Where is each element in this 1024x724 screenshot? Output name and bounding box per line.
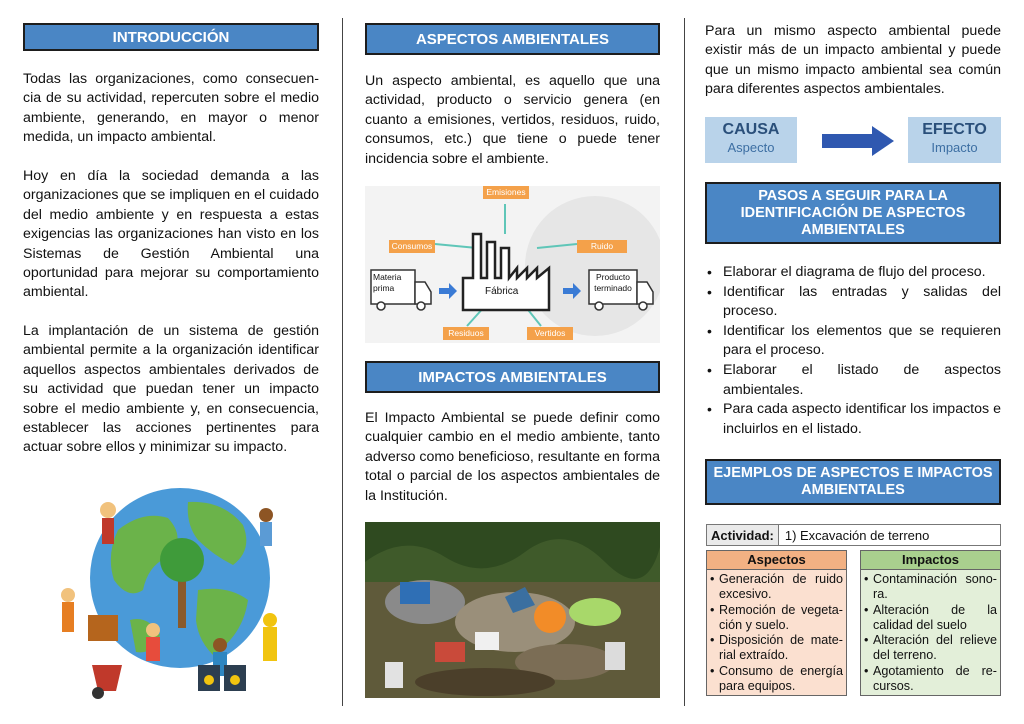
actividad-label: Actividad:: [707, 525, 779, 545]
efecto-box: [908, 117, 1001, 163]
aspecto-item: • Remoción de vegeta-ción y suelo.: [710, 603, 843, 634]
actividad-value: 1) Excavación de terreno: [784, 527, 930, 543]
efecto-sub: Impacto: [931, 140, 978, 155]
tag-consumos: Consumos: [389, 240, 435, 253]
tag-ruido: Ruido: [577, 240, 627, 253]
step-item: • Identificar las entradas y salidas del proceso.: [705, 283, 1001, 322]
label-fabrica: Fábrica: [485, 286, 519, 297]
intro-paragraph-2: Hoy en día la sociedad demanda a las organizaciones que se impliquen en el cuidado del medio ambiente y en respuesta a estas exigencias las organizaciones han visto en los Sistemas de Gestión Ambiental una oportunidad para mejorar su comportamiento ambiental.: [23, 168, 319, 301]
impacto-item: • Agotamiento de re-cursos.: [864, 664, 997, 695]
intro-paragraph-1: Todas las organizaciones, como consecuen-cia de su actividad, repercuten sobre el medio ambiente, generando, en mayor o menor medida, un impacto ambiental.: [23, 71, 319, 146]
aspectos-column: [706, 550, 847, 696]
aspecto-item: • Consumo de energía para equipos.: [710, 664, 843, 695]
impactos-header: Impactos: [861, 551, 1000, 570]
label-materia-prima: Materia prima: [373, 272, 402, 293]
process-diagram-drawing: [365, 186, 660, 343]
column-divider-left: [342, 18, 343, 706]
efecto-title: EFECTO: [922, 121, 987, 138]
aspecto-item: • Disposición de mate-rial extraído.: [710, 633, 843, 664]
pasos-heading: PASOS A SEGUIR PARA LA IDENTIFICACIÓN DE ASPECTOS AMBIENTALES: [705, 182, 1001, 244]
relacion-paragraph: Para un mismo aspecto ambiental puede existir más de un impacto ambiental y puede que un mismo impacto ambiental sea común para diferentes aspectos ambientales.: [705, 23, 1001, 98]
causa-sub: Aspecto: [727, 140, 775, 155]
tag-emisiones: Emisiones: [483, 186, 529, 199]
waste-photo: [365, 522, 660, 698]
impacto-item: • Contaminación sono-ra.: [864, 572, 997, 603]
tag-residuos: Residuos: [443, 327, 489, 340]
aspectos-heading: ASPECTOS AMBIENTALES: [365, 23, 660, 55]
impactos-column: [860, 550, 1001, 696]
causa-title: CAUSA: [722, 121, 780, 138]
intro-heading: INTRODUCCIÓN: [23, 23, 319, 51]
label-producto-terminado: Producto terminado: [594, 272, 632, 293]
tag-vertidos: Vertidos: [527, 327, 573, 340]
step-item: • Para cada aspecto identificar los impactos e incluirlos en el listado.: [705, 400, 1001, 439]
step-item: • Elaborar el diagrama de flujo del proceso.: [705, 263, 1001, 283]
earth-people-illustration: [48, 470, 308, 705]
impactos-paragraph: El Impacto Ambiental se puede definir como cualquier cambio en el medio ambiente, tanto adverso como beneficioso, resultante en forma total o parcial de los aspectos ambientales de la Institución.: [365, 410, 660, 504]
causa-box: [705, 117, 797, 163]
ejemplos-heading: EJEMPLOS DE ASPECTOS E IMPACTOS AMBIENTALES: [705, 459, 1001, 505]
step-item: • Identificar los elementos que se requieren para el proceso.: [705, 322, 1001, 361]
aspectos-header: Aspectos: [707, 551, 846, 570]
actividad-row: [706, 524, 1001, 546]
column-divider-right: [684, 18, 685, 706]
impactos-heading: IMPACTOS AMBIENTALES: [365, 361, 660, 393]
aspecto-item: • Generación de ruido excesivo.: [710, 572, 843, 603]
intro-paragraph-3: La implantación de un sistema de gestión ambiental permite a la organización identificar aquellos aspectos ambientales derivados de su actividad que puedan tener un impacto sobre el medio ambiente y, en consecuencia, establecer las acciones pertinentes para actuar sobre ellos y minimizar su impacto.: [23, 323, 319, 456]
pasos-list: [705, 263, 1001, 439]
aspectos-paragraph: Un aspecto ambiental, es aquello que una actividad, producto o servicio genera (en cuanto a emisiones, vertidos, residuos, ruido, consumos, etc.) que tiene o puede tener incidencia sobre el ambiente.: [365, 73, 660, 167]
arrow-right-icon: [820, 124, 896, 158]
impacto-item: • Alteración del relieve del terreno.: [864, 633, 997, 664]
step-item: • Elaborar el listado de aspectos ambientales.: [705, 361, 1001, 400]
impacto-item: • Alteración de la calidad del suelo: [864, 603, 997, 634]
process-diagram: [365, 186, 660, 343]
